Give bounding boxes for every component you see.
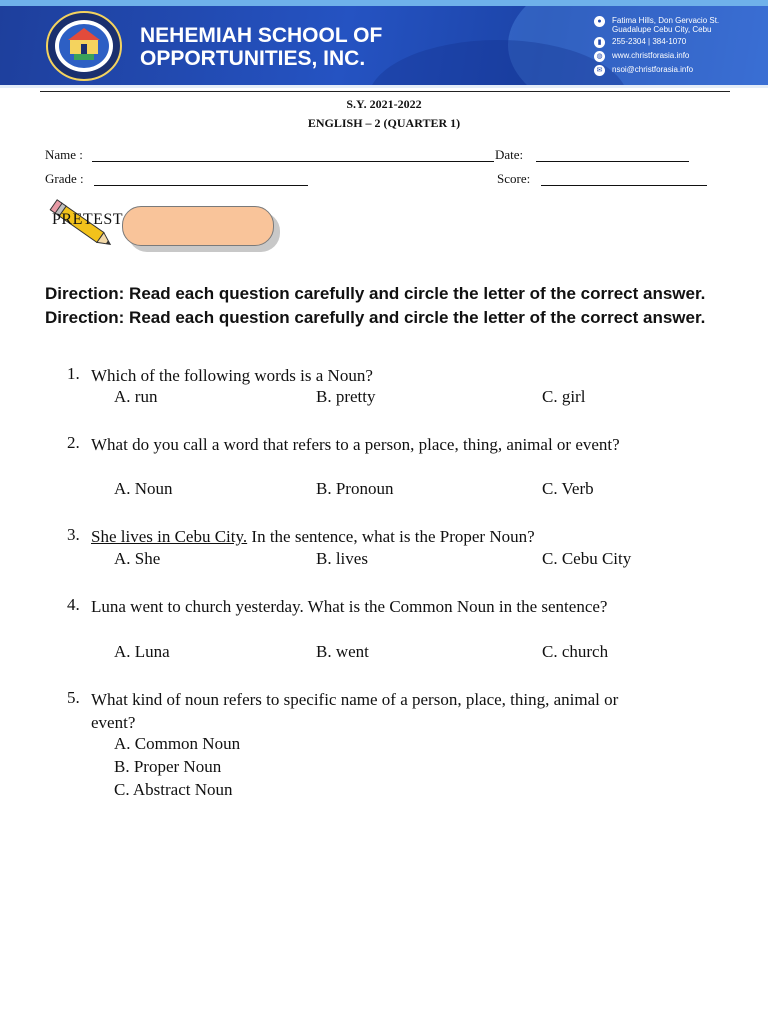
answer-option[interactable]: C. Verb xyxy=(542,479,594,498)
answer-option[interactable]: B. pretty xyxy=(316,387,376,406)
question-text xyxy=(91,525,691,548)
answer-option[interactable]: C. girl xyxy=(542,387,586,406)
name-field[interactable] xyxy=(92,161,494,162)
grade-label: Grade : xyxy=(45,171,84,186)
pretest-banner-box xyxy=(122,206,274,246)
question-number: 3. xyxy=(67,525,80,544)
question-number: 4. xyxy=(67,595,80,614)
school-name-line: NEHEMIAH SCHOOL OF xyxy=(140,24,383,47)
website-text: www.christforasia.info xyxy=(612,51,690,60)
school-year: S.Y. 2021-2022 xyxy=(346,97,422,111)
answer-option[interactable]: C. Abstract Noun xyxy=(114,780,233,799)
school-name-line: OPPORTUNITIES, INC. xyxy=(140,47,366,70)
question-number: 1. xyxy=(67,364,80,383)
answer-option[interactable]: C. church xyxy=(542,642,609,661)
banner-top-stripe xyxy=(0,0,768,6)
question-text: Luna went to church yesterday. What is the Common Noun in the sentence? xyxy=(91,597,608,616)
contact-website xyxy=(594,51,719,62)
direction-text: Direction: Read each question carefully and circle the letter of the correct answer. Direction: Read each question carefully and circle the letter of the correct answer. xyxy=(45,284,706,327)
phone-text: 255-2304 | 384-1070 xyxy=(612,37,687,46)
date-label: Date: xyxy=(495,147,524,162)
contact-info xyxy=(594,16,719,79)
subject-title: ENGLISH – 2 (QUARTER 1) xyxy=(307,116,461,130)
question-text: Which of the following words is a Noun? xyxy=(91,366,373,385)
answer-option[interactable]: B. went xyxy=(316,642,369,661)
question-text: What kind of noun refers to specific name of a person, place, thing, animal or event? xyxy=(91,690,619,732)
question-number: 2. xyxy=(67,433,80,452)
school-name xyxy=(140,24,382,70)
answer-option[interactable]: A. Noun xyxy=(114,479,173,498)
header-banner xyxy=(0,0,768,88)
date-field[interactable] xyxy=(536,161,689,162)
phone-icon: ▮ xyxy=(594,37,605,48)
grade-field[interactable] xyxy=(94,185,308,186)
answer-option[interactable]: A. run xyxy=(114,387,158,406)
answer-option[interactable]: C. Cebu City xyxy=(542,549,632,568)
question-number: 5. xyxy=(67,688,80,707)
answer-option[interactable]: A. She xyxy=(114,549,161,568)
question-text-rest: In the sentence, what is the Proper Noun? xyxy=(247,527,535,546)
contact-address xyxy=(594,16,719,34)
score-field[interactable] xyxy=(541,185,707,186)
map-pin-icon: ● xyxy=(594,16,605,27)
answer-option[interactable]: B. Pronoun xyxy=(316,479,394,498)
answer-option[interactable]: B. Proper Noun xyxy=(114,757,222,776)
answer-option[interactable]: A. Common Noun xyxy=(114,734,241,753)
address-text: Fatima Hills, Don Gervacio St. Guadalupe Cebu City, Cebu xyxy=(612,16,720,34)
question-text: What do you call a word that refers to a person, place, thing, animal or event? xyxy=(91,435,620,454)
school-seal-logo xyxy=(44,10,124,82)
name-label: Name : xyxy=(45,147,83,162)
envelope-icon: ✉ xyxy=(594,65,605,76)
contact-phone xyxy=(594,37,719,48)
banner-bottom-stripe xyxy=(0,85,768,88)
underlined-sentence: She lives in Cebu City. xyxy=(91,527,248,546)
header-divider xyxy=(40,91,730,92)
answer-option[interactable]: A. Luna xyxy=(114,642,170,661)
contact-email xyxy=(594,65,719,76)
email-text: nsoi@christforasia.info xyxy=(612,65,694,74)
answer-option[interactable]: B. lives xyxy=(316,549,368,568)
globe-icon: ◍ xyxy=(594,51,605,62)
score-label: Score: xyxy=(497,171,531,186)
pretest-label: PRETEST xyxy=(52,211,124,228)
